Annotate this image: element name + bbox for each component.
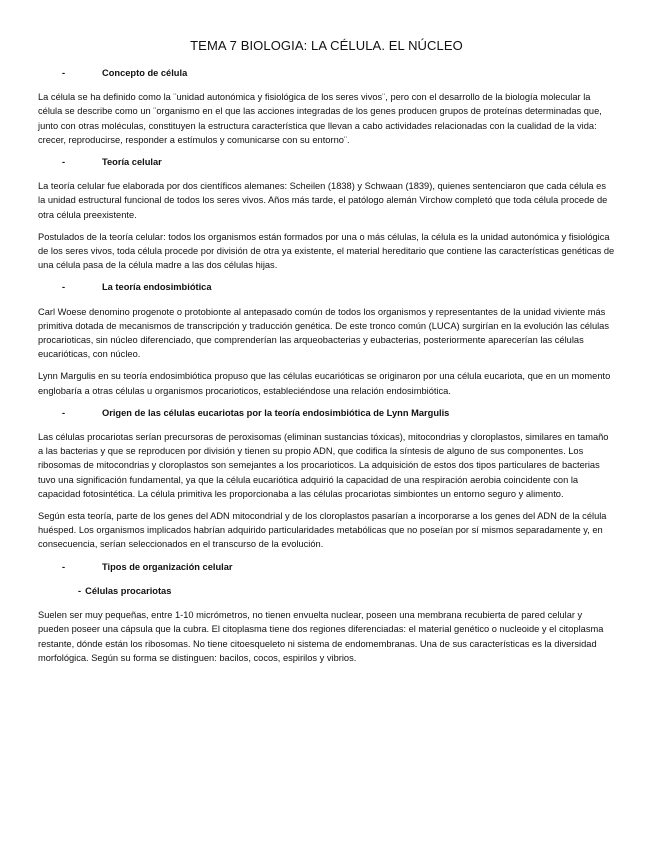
section-heading-text: Origen de las células eucariotas por la teoría endosimbiótica de Lynn Margulis bbox=[102, 407, 450, 418]
section-heading-text: Teoría celular bbox=[102, 157, 162, 168]
paragraph: Postulados de la teoría celular: todos los organismos están formados por una o más células, la célula es la unidad autonómica y fisiológica de los seres vivos, toda célula procede por división de otra ya existente, el material hereditario que contiene las características genéticas de una célula pasa de la célula madre a las dos células hijas. bbox=[38, 231, 615, 271]
paragraph: La teoría celular fue elaborada por dos científicos alemanes: Scheilen (1838) y Schwaan (1839), quienes sentenciaron que cada célula es la unidad estructural funcional de todos los seres vivos. Años más tarde, el patólogo alemán Virchow completó que toda célula procede de otra célula preexistente. bbox=[38, 181, 608, 220]
section-heading-teoria-celular bbox=[38, 155, 615, 169]
bullet-dash: - bbox=[62, 561, 66, 572]
bullet-dash: - bbox=[62, 282, 66, 293]
paragraph: La célula se ha definido como la ¨unidad autonómica y fisiológica de los seres vivos¨, pero con el desarrollo de la biología molecular la célula se describe como un ¨organismo en el que las acciones integradas de los genes producen grupos de proteínas determinadas que, junto con otras moléculas, constituyen la estructura característica que llevan a cabo actividades relacionadas con la cualidad de la vida: crecer, reproducirse, responder a estímulos y comunicarse con su entorno¨. bbox=[38, 92, 602, 145]
paragraph: Lynn Margulis en su teoría endosimbiótica propuso que las células eucarióticas se originaron por una célula eucariota, que en un momento englobaría a otras células u organismos procarioticos, estableciéndose una relación endosimbiótica. bbox=[38, 371, 611, 396]
paragraph: Las células procariotas serían precursoras de peroxisomas (eliminan sustancias tóxicas), mitocondrias y cloroplastos, similares en tamaño a las bacterias y que se reproducen por división y tienen su propio ADN, que codifica la síntesis de alguno de sus componentes. Los ribosomas de mitocondrias y cloroplastos son semejantes a los procarioticos. La adquisición de estos dos tipos particulares de bacterias tuvo una significación fundamental, ya que la célula eucariótica adquirió la capacidad de una respiración aerobia coincidente con la capacidad fotosintética. La célula primitiva les proporcionaba a las células procariotas simbiontes un entorno seguro y alimento. bbox=[38, 432, 609, 499]
paragraph: Carl Woese denomino progenote o protobionte al antepasado común de todos los organismos y representantes de la unidad viviente más primitiva dotada de mecanismos de transcripción y traducción genética. De este tronco común (LUCA) surgirían en la evolución las células procarioticas, sin núcleo diferenciado, que comprenderían las arqueobacterias y eubacterias, posteriormente aparecerían las células eucarióticas, con núcleo. bbox=[38, 306, 610, 360]
section-heading-teoria-endosimbiotica bbox=[38, 280, 615, 294]
section-heading-text: Concepto de célula bbox=[102, 68, 188, 78]
subsection-heading-text: Células procariotas bbox=[85, 585, 172, 596]
section-heading-text: La teoría endosimbiótica bbox=[102, 282, 212, 293]
section-heading-origen-eucariotas bbox=[38, 406, 615, 420]
section-heading-concepto bbox=[38, 66, 615, 80]
paragraph: Según esta teoría, parte de los genes del ADN mitocondrial y de los cloroplastos pasarían a incorporarse a los genes del ADN de la célula huésped. Los organismos implicados habrían adquirido particularidades metabólicas que no poseían por sí mismos separadamente y, en consecuencia, serían seleccionados en el transcurso de la evolución. bbox=[38, 511, 607, 550]
bullet-dash: - bbox=[62, 407, 66, 418]
bullet-dash: - bbox=[62, 68, 66, 78]
section-heading-text: Tipos de organización celular bbox=[102, 561, 233, 572]
document-title: TEMA 7 BIOLOGIA: LA CÉLULA. EL NÚCLEO bbox=[190, 38, 463, 53]
subsection-heading-procariotas bbox=[78, 584, 615, 598]
sub-bullet-dash: - bbox=[78, 585, 82, 596]
bullet-dash: - bbox=[62, 157, 66, 168]
section-heading-tipos-organizacion bbox=[38, 560, 615, 574]
paragraph: Suelen ser muy pequeñas, entre 1-10 micrómetros, no tienen envuelta nuclear, poseen una membrana recubierta de pared celular y pueden poseer una cápsula que la cubra. El citoplasma tiene dos regiones diferenciadas: el material genético o nucleoide y el citoplasma restante, dónde están los ribosomas. No tiene citoesqueleto ni sistema de endomembranas. Una de sus características es la diversidad morfológica. Según su forma se distinguen: bacilos, cocos, espirilos y vibrios. bbox=[38, 610, 604, 663]
